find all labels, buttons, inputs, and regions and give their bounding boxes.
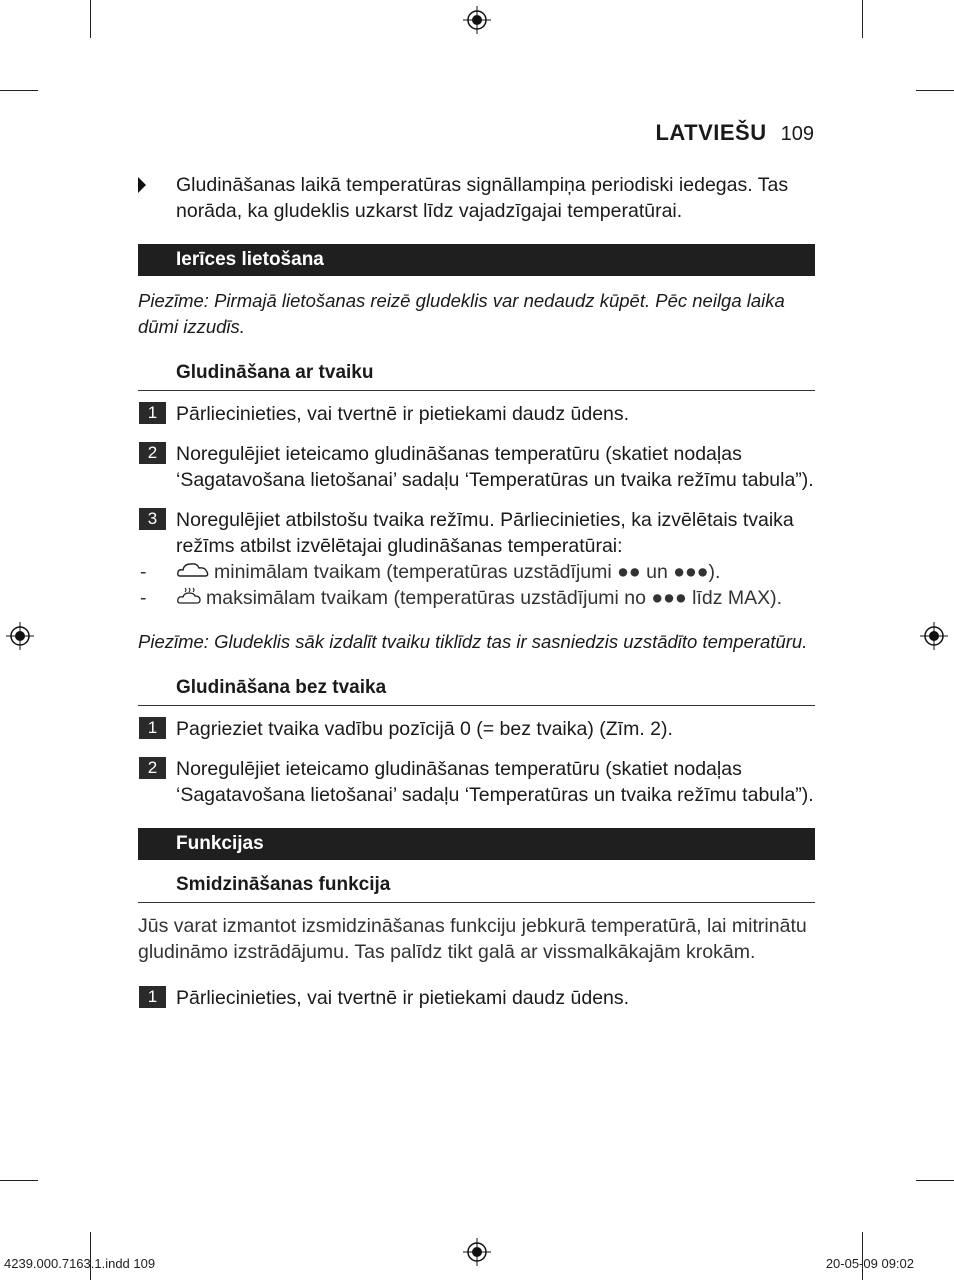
- list-item: [138, 559, 815, 585]
- step-item: [138, 985, 815, 1011]
- page-number: 109: [780, 123, 814, 145]
- step-text: Noregulējiet atbilstošu tvaika režīmu. Pārliecinieties, ka izvēlētais tvaika režīms atbilst izvēlētajai gludināšanas temperatūrai:: [176, 509, 794, 557]
- step-item: [138, 716, 815, 742]
- subheading-dry-ironing: Gludināšana bez tvaika: [138, 675, 815, 706]
- step-number: 1: [139, 986, 166, 1008]
- registration-mark-icon: [463, 6, 491, 34]
- step-item: [138, 401, 815, 427]
- step-item: [138, 756, 815, 808]
- crop-mark: [90, 0, 91, 38]
- page-header: [655, 120, 814, 148]
- subheading-steam-ironing: Gludināšana ar tvaiku: [138, 360, 815, 391]
- steam-options-list: [138, 559, 815, 611]
- subheading-spray: Smidzināšanas funkcija: [138, 872, 815, 903]
- crop-mark: [916, 1180, 954, 1181]
- step-number: 2: [139, 757, 166, 779]
- step-text: Pārliecinieties, vai tvertnē ir pietiekami daudz ūdens.: [176, 403, 630, 425]
- crop-mark: [916, 90, 954, 91]
- crop-mark: [862, 0, 863, 38]
- section-title-features: Funkcijas: [138, 828, 815, 860]
- list-item: [138, 585, 815, 611]
- step-number: 1: [139, 717, 166, 739]
- dash-marker: -: [140, 587, 147, 609]
- max-steam-icon: [176, 587, 202, 605]
- step-number: 2: [139, 442, 166, 464]
- footer-file-info: 4239.000.7163.1.indd 109: [4, 1256, 156, 1271]
- section-title-usage: Ierīces lietošana: [138, 244, 815, 276]
- footer-date: 20-05-09 09:02: [825, 1256, 914, 1271]
- step-item: [138, 507, 815, 559]
- step-text: Noregulējiet ieteicamo gludināšanas temperatūru (skatiet nodaļas ‘Sagatavošana lietošanai’ sadaļu ‘Temperatūras un tvaika režīmu tabula”).: [176, 758, 814, 806]
- steam-note: Piezīme: Gludeklis sāk izdalīt tvaiku tiklīdz tas ir sasniedzis uzstādīto temperatūru.: [138, 631, 808, 652]
- option-text: maksimālam tvaikam (temperatūras uzstādījumi no ●●● līdz MAX).: [206, 587, 783, 609]
- language-title: LATVIEŠU: [655, 120, 767, 145]
- step-number: 3: [139, 508, 166, 530]
- registration-mark-icon: [920, 622, 948, 650]
- usage-note: Piezīme: Pirmajā lietošanas reizē gludeklis var nedaudz kūpēt. Pēc neilga laika dūmi izzudīs.: [138, 290, 785, 337]
- step-item: [138, 441, 815, 493]
- step-text: Noregulējiet ieteicamo gludināšanas temperatūru (skatiet nodaļas ‘Sagatavošana lietošanai’ sadaļu ‘Temperatūras un tvaika režīmu tabula”).: [176, 443, 814, 491]
- registration-mark-icon: [6, 622, 34, 650]
- step-text: Pagrieziet tvaika vadību pozīcijā 0 (= bez tvaika) (Zīm. 2).: [176, 718, 673, 740]
- bullet-arrow-icon: [138, 177, 146, 193]
- min-steam-icon: [176, 561, 210, 579]
- step-number: 1: [139, 402, 166, 424]
- step-text: Pārliecinieties, vai tvertnē ir pietiekami daudz ūdens.: [176, 987, 630, 1009]
- page-content: [138, 172, 815, 1025]
- option-text: minimālam tvaikam (temperatūras uzstādījumi ●● un ●●●).: [214, 561, 721, 583]
- dash-marker: -: [140, 561, 147, 583]
- crop-mark: [0, 1180, 38, 1181]
- intro-bullet: [138, 172, 815, 224]
- registration-mark-icon: [463, 1238, 491, 1266]
- spray-paragraph: Jūs varat izmantot izsmidzināšanas funkciju jebkurā temperatūrā, lai mitrinātu gludināmo izstrādājumu. Tas palīdz tikt galā ar vissmalkākajām krokām.: [138, 915, 807, 963]
- crop-mark: [0, 90, 38, 91]
- intro-bullet-text: Gludināšanas laikā temperatūras signāllampiņa periodiski iedegas. Tas norāda, ka gludeklis uzkarst līdz vajadzīgajai temperatūrai.: [176, 174, 789, 222]
